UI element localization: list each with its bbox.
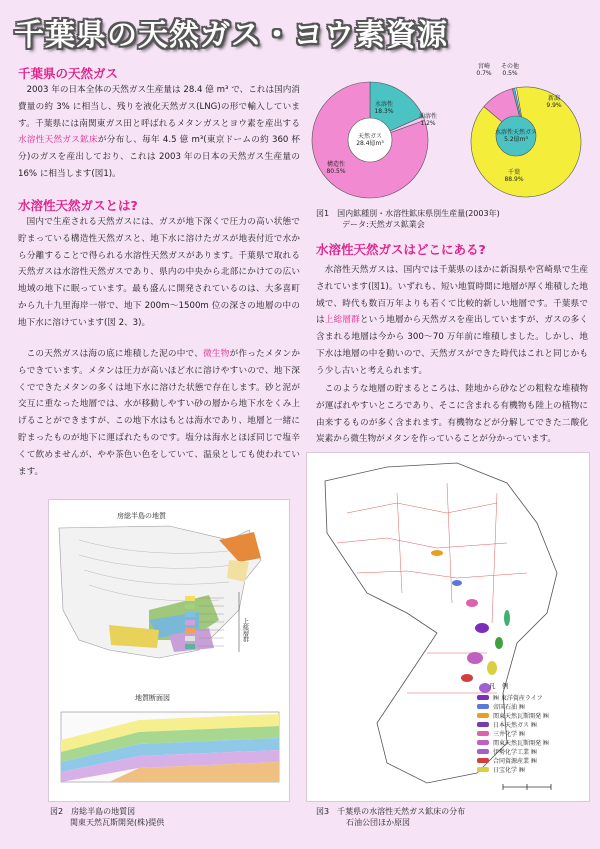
gas-field-marker: [475, 623, 489, 633]
pie-slice-label: 新潟 9.9%: [546, 95, 562, 109]
legend-swatch: [185, 604, 195, 609]
legend-item: [477, 693, 543, 702]
pie-slice-label: 千葉 88.9%: [504, 169, 524, 183]
legend-swatch: [477, 731, 489, 736]
legend-swatch: [185, 620, 195, 625]
gas-field-marker: [452, 580, 462, 586]
cross-section-title: 地質断面図: [135, 694, 170, 702]
legend-label: 伊勢化学工業 ㈱: [493, 749, 537, 756]
pie-slice-label: その他 0.5%: [500, 63, 520, 77]
legend-swatch: [477, 722, 489, 727]
highlight-term: 水溶性天然ガス鉱床: [18, 135, 98, 146]
legend-swatch: [477, 767, 489, 772]
gas-field-marker: [504, 610, 510, 626]
highlight-term: 微生物: [203, 349, 230, 359]
legend-swatch: [477, 704, 489, 709]
legend-item: [477, 702, 525, 711]
gas-field-marker: [467, 652, 483, 664]
page-title: 千葉県の天然ガス・ヨウ素資源: [14, 18, 448, 53]
legend-swatch: [185, 636, 195, 641]
legend-label: 帝国石油 ㈱: [493, 704, 525, 711]
caption-line: 石油公団ほか原図: [346, 818, 410, 827]
legend-swatch: [185, 596, 195, 601]
pie-center-label: 水溶性天然ガス 5.2億m³: [494, 129, 538, 143]
caption-line: 図2 房総半島の地質図: [50, 807, 136, 816]
section-heading-natural-gas: 千葉県の天然ガス: [18, 66, 119, 81]
scale-bar: [503, 784, 551, 790]
legend-label: 関東天然瓦斯開発 ㈱: [493, 713, 549, 720]
paragraph-text: という地層から天然ガスを産出していますが、ガスの多く含まれる地層は今から 300〜70 万年前に堆積しました。しかし、地下水は地層の中を動いので、天然ガスができた時代はこれと同じかもう少し古いと考えられます。: [316, 315, 588, 376]
chiba-map-illustration: [307, 453, 591, 803]
section-paragraph-where-2: このような地層の貯まるところは、陸地から砂などの粗粒な堆積物が運ばれやすいところであり、そこに含まれる有機物も陸上の植物に由来するものが多く含まれます。有機物などが分解してできた二酸化炭素から微生物がメタンを作っていることが分かっています。: [316, 384, 588, 445]
legend-swatch: [185, 612, 195, 617]
section-paragraph-where-1: [316, 262, 588, 380]
figure-2-panel: [48, 499, 290, 802]
legend-swatch: [185, 628, 195, 633]
gas-field-marker: [487, 661, 497, 675]
figure-3-caption: [316, 806, 465, 828]
legend-label: 三井化学 ㈱: [493, 731, 525, 738]
pie-slice-label: 油溶性 1.2%: [418, 113, 438, 127]
legend-item: [477, 711, 549, 720]
caption-line: 図3 千葉県の水溶性天然ガス鉱床の分布: [316, 807, 466, 816]
legend-swatch: [477, 740, 489, 745]
section-heading-where: 水溶性天然ガスはどこにある?: [316, 242, 486, 257]
legend-item: [477, 729, 525, 738]
legend-swatch: [477, 749, 489, 754]
paragraph-text: が分布し、毎年 4.5 億 m³(東京ドームの約 360 杯分)のガスを産出しており、これは 2003 年の日本の天然ガス生産量の 16% に相当します(図1)。: [18, 135, 300, 179]
legend-item: [477, 738, 549, 747]
section-paragraph-natural-gas: [18, 82, 300, 183]
paragraph-text: 水溶性天然ガスは、国内では千葉県のほかに新潟県や宮崎県で生産されています(図1)。いずれも、短い地質時間に地層が厚く堆積した地域で、時代も数百万年よりも若くて比較的新しい地層です。千葉県では: [316, 265, 588, 326]
pie-slice-label: 構造性 80.5%: [326, 161, 346, 175]
legend-label: ㈱ 東洋資産ライフ: [493, 695, 543, 702]
group-label: 上総層群: [241, 618, 249, 642]
caption-line: データ:天然ガス鉱業会: [342, 220, 425, 229]
gas-field-marker: [461, 674, 473, 682]
paragraph-text: が作ったメタンからできています。メタンは圧力が高いほど水に溶けやすいので、地下深くでできたメタンの多くは地下水に溶けた状態で存在します。砂と泥が交互に重なった地層では、水が移動しやすい砂の層から地下水をくみ上げることができますが、この地下水はもとは海水であり、地層と一緒に貯まったものが地下に運ばれたものです。塩分は海水とほぼ同じで塩辛くて飲めませんが、やや茶色い色をしていて、温泉としても使われています。: [18, 349, 300, 477]
gas-field-marker: [495, 637, 503, 649]
geology-map-title: 房総半島の地質: [117, 512, 166, 520]
legend-label: 関東天然瓦斯開発 ㈱: [493, 740, 549, 747]
pie-center-label: 天然ガス 28.4億m³: [356, 133, 384, 147]
legend-item: [477, 747, 537, 756]
legend-item: [477, 765, 525, 774]
section-heading-water-soluble-gas: 水溶性天然ガスとは?: [18, 198, 138, 213]
legend-label: 日宝化学 ㈱: [493, 767, 525, 774]
paragraph-text: 2003 年の日本全体の天然ガス生産量は 28.4 億 m³ で、これは国内消費量の約 3% に相当し、残りを液化天然ガス(LNG)の形で輸入しています。千葉県には南関東ガス田と呼ばれるメタンガスとヨウ素を産出する: [18, 85, 300, 129]
gas-field-marker: [466, 599, 478, 607]
gas-field-marker: [431, 550, 443, 556]
caption-line: 図1 国内鉱種別・水溶性鉱床県別生産量(2003年): [316, 209, 500, 218]
legend-item: [477, 720, 537, 729]
section-paragraph-water-soluble-2: [18, 346, 300, 480]
legend-label: 日本天然ガス ㈱: [493, 722, 537, 729]
pie-slice-label: 宮崎 0.7%: [476, 63, 492, 77]
figure-2-caption: [50, 806, 164, 828]
figure-1-pie-charts: [306, 56, 596, 211]
legend-item: [477, 756, 537, 765]
legend-swatch: [477, 695, 489, 700]
legend-title: 凡 例: [489, 682, 509, 690]
legend-swatch: [477, 713, 489, 718]
section-paragraph-water-soluble-1: 国内で生産される天然ガスには、ガスが地下深くで圧力の高い状態で貯まっている構造性天然ガスと、地下水に溶けたガスが地表付近で水から分離することで得られる水溶性天然ガスがあります。千葉県で取れる天然ガスは水溶性天然ガスであり、県内の中央から北部にかけての広い地域の地下に眠っています。最も盛んに開発されているのは、大多喜町から九十九里海岸一帯で、地下 200m〜1500m 位の深さの地層の中の地下水に溶けています(図 2、3)。: [18, 217, 300, 328]
figure-1-caption: [316, 208, 500, 230]
legend-swatch: [185, 644, 195, 649]
pie-slice-label: 水溶性 18.3%: [374, 101, 394, 115]
paragraph-text: この天然ガスは海の底に堆積した泥の中で、: [26, 349, 204, 359]
cross-section: [61, 712, 279, 782]
highlight-term: 上総層群: [324, 315, 360, 326]
geology-map-illustration: [49, 500, 291, 803]
figure-3-panel: [306, 452, 590, 802]
caption-line: 関東天然瓦斯開発(株)提供: [70, 818, 165, 827]
legend-label: 合同資源産業 ㈱: [493, 758, 537, 765]
legend-swatch: [477, 758, 489, 763]
